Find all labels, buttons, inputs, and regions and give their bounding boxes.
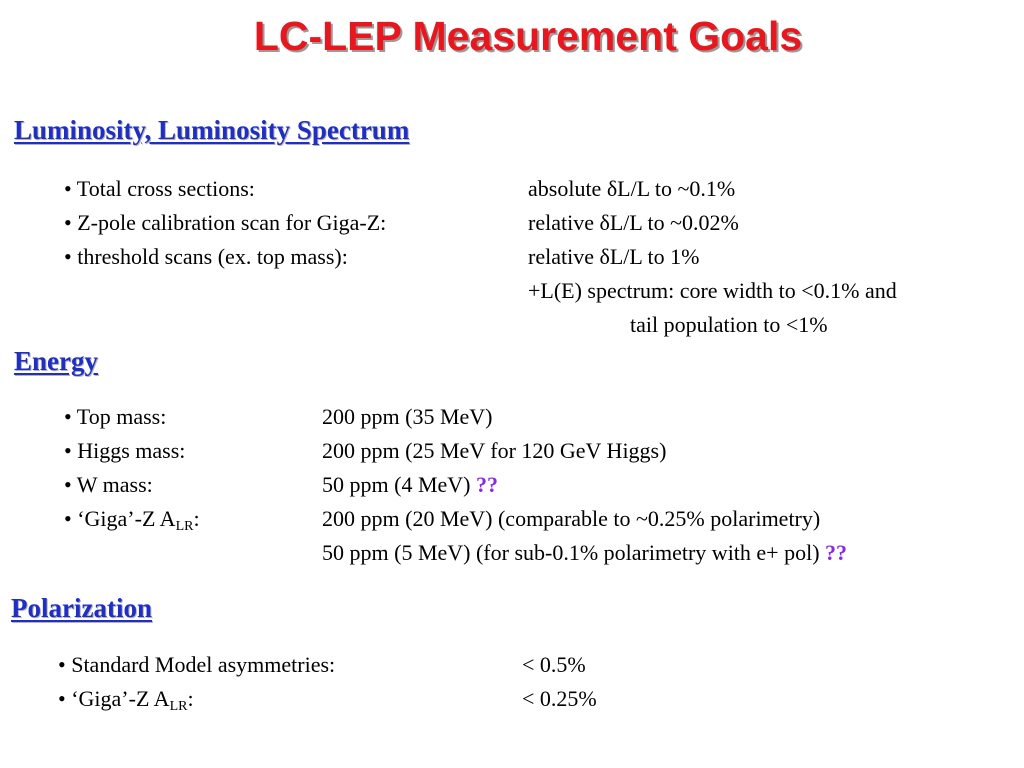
list-item — [0, 400, 1024, 434]
list-item — [0, 682, 1024, 716]
list-item — [0, 502, 1024, 536]
item-value: 200 ppm (20 MeV) (comparable to ~0.25% polarimetry) — [322, 506, 821, 531]
list-item — [0, 468, 1024, 502]
item-label — [58, 682, 194, 716]
label-colon: : — [187, 686, 194, 711]
slide-title: LC-LEP Measurement Goals — [253, 13, 803, 59]
item-value: < 0.25% — [522, 686, 597, 711]
list-item — [0, 240, 1024, 274]
list-item — [0, 536, 1024, 570]
list-item — [0, 434, 1024, 468]
item-label — [64, 502, 200, 536]
list-item — [0, 308, 1024, 342]
item-value — [322, 468, 498, 502]
label-text: • ‘Giga’-Z A — [58, 686, 170, 711]
list-item — [0, 206, 1024, 240]
item-label: • Total cross sections: — [64, 176, 255, 201]
question-mark: ?? — [825, 540, 848, 565]
value-text: 50 ppm (5 MeV) (for sub-0.1% polarimetry with e+ pol) — [322, 540, 820, 565]
spectrum-line-1: +L(E) spectrum: core width to <0.1% and — [528, 278, 897, 303]
item-label: • Standard Model asymmetries: — [58, 652, 336, 677]
item-value: < 0.5% — [522, 652, 586, 677]
list-item — [0, 274, 1024, 308]
item-value: 200 ppm (35 MeV) — [322, 404, 493, 429]
heading-polarization: Polarization — [11, 593, 152, 623]
item-value — [322, 536, 847, 570]
question-mark: ?? — [475, 472, 498, 497]
item-label: • W mass: — [64, 472, 153, 497]
value-text: 50 ppm (4 MeV) — [322, 472, 471, 497]
item-label: • Top mass: — [64, 404, 167, 429]
label-subscript: LR — [175, 519, 194, 534]
heading-luminosity: Luminosity, Luminosity Spectrum — [14, 115, 410, 145]
label-subscript: LR — [169, 699, 188, 714]
item-label: • Higgs mass: — [64, 438, 186, 463]
item-value: 200 ppm (25 MeV for 120 GeV Higgs) — [322, 438, 667, 463]
item-label: • threshold scans (ex. top mass): — [64, 244, 348, 269]
item-value: relative δL/L to 1% — [528, 244, 700, 269]
list-item — [0, 648, 1024, 682]
spectrum-line-2: tail population to <1% — [630, 312, 828, 337]
list-item — [0, 172, 1024, 206]
item-value: absolute δL/L to ~0.1% — [528, 176, 736, 201]
item-value: relative δL/L to ~0.02% — [528, 210, 739, 235]
label-colon: : — [193, 506, 200, 531]
label-text: • ‘Giga’-Z A — [64, 506, 176, 531]
item-label: • Z-pole calibration scan for Giga-Z: — [64, 210, 387, 235]
heading-energy: Energy — [14, 346, 98, 376]
